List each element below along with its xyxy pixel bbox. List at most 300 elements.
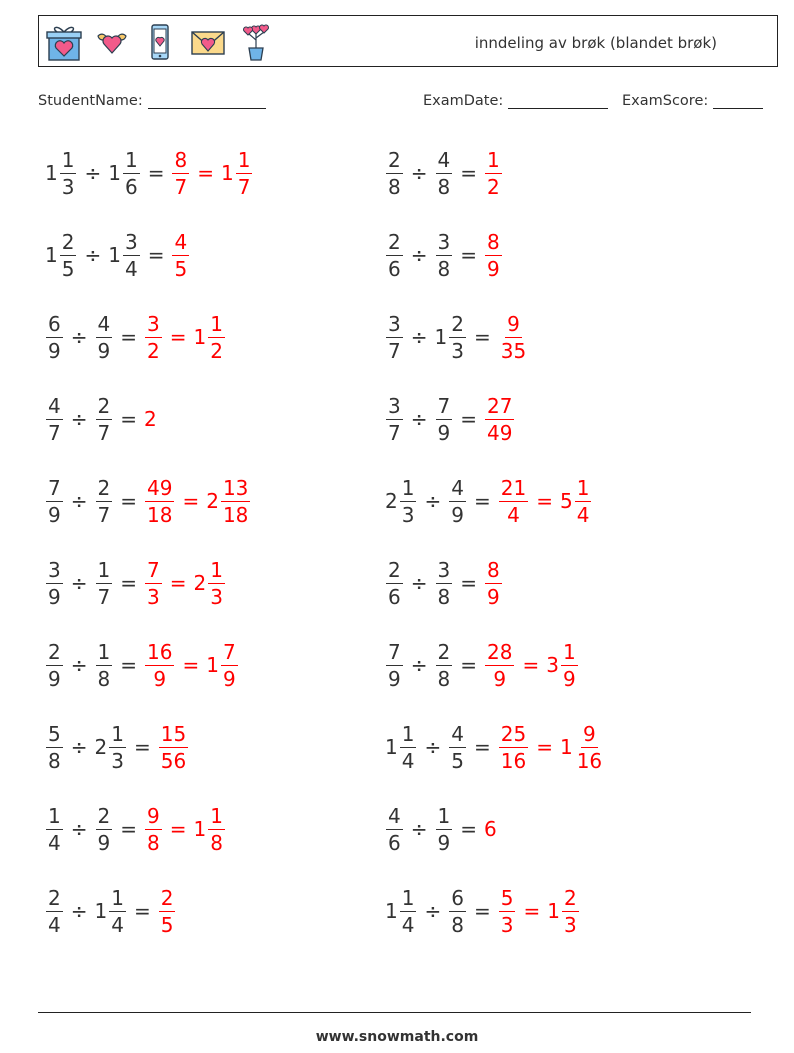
fraction <box>208 311 225 363</box>
denominator: 9 <box>48 502 61 527</box>
numerator: 2 <box>48 885 61 910</box>
problem-row <box>45 471 251 531</box>
numerator: 4 <box>437 147 451 172</box>
fraction <box>400 475 417 527</box>
mixed-number <box>45 721 64 773</box>
numerator: 25 <box>500 721 527 746</box>
denominator: 3 <box>563 912 577 937</box>
whole-part: 1 <box>434 325 448 349</box>
denominator: 5 <box>61 256 75 281</box>
mixed-number <box>95 803 114 855</box>
mixed-number <box>435 557 454 609</box>
problem-row <box>385 143 503 203</box>
denominator: 9 <box>437 420 451 445</box>
numerator: 8 <box>487 229 500 254</box>
mixed-number <box>435 393 454 445</box>
problem-row <box>45 143 253 203</box>
denominator: 35 <box>500 338 527 363</box>
exam-date-line[interactable] <box>508 93 608 109</box>
denominator: 16 <box>500 748 527 773</box>
denominator: 9 <box>48 338 61 363</box>
mixed-number <box>95 475 114 527</box>
fraction <box>172 229 189 281</box>
numerator: 1 <box>237 147 251 172</box>
equals-sign: = <box>120 489 137 513</box>
denominator: 9 <box>97 338 111 363</box>
divide-sign: ÷ <box>70 571 88 595</box>
fraction <box>485 229 502 281</box>
mixed-number <box>385 147 404 199</box>
numerator: 6 <box>48 311 61 336</box>
numerator: 6 <box>451 885 464 910</box>
whole-part: 2 <box>385 489 398 513</box>
whole-part: 1 <box>385 735 398 759</box>
denominator: 4 <box>48 912 61 937</box>
answer <box>171 147 190 199</box>
fraction <box>575 475 592 527</box>
whole-part: 1 <box>94 899 108 923</box>
numerator: 2 <box>97 393 111 418</box>
numerator: 1 <box>48 803 61 828</box>
denominator: 4 <box>401 912 415 937</box>
fraction <box>123 229 140 281</box>
mixed-number <box>45 803 64 855</box>
fraction <box>145 557 162 609</box>
fraction <box>46 475 63 527</box>
fraction <box>96 803 113 855</box>
numerator: 2 <box>97 475 111 500</box>
denominator: 9 <box>493 666 507 691</box>
whole-part: 2 <box>206 489 219 513</box>
heart-plant-icon <box>237 22 275 62</box>
divide-sign: ÷ <box>70 325 88 349</box>
divide-sign: ÷ <box>70 407 88 431</box>
numerator: 3 <box>124 229 138 254</box>
fraction <box>436 393 453 445</box>
denominator: 8 <box>437 174 451 199</box>
mixed-number <box>45 639 64 691</box>
student-name-field[interactable] <box>38 93 266 109</box>
numerator: 2 <box>437 639 451 664</box>
exam-score-label: ExamScore: <box>622 93 709 109</box>
numerator: 7 <box>222 639 236 664</box>
divide-sign: ÷ <box>424 899 442 923</box>
equals-sign: = <box>120 571 137 595</box>
denominator: 3 <box>401 502 415 527</box>
problem-row <box>45 307 226 367</box>
answer <box>559 475 592 527</box>
divide-sign: ÷ <box>84 161 102 185</box>
divide-sign: ÷ <box>70 489 88 513</box>
exam-score-line[interactable] <box>713 93 763 109</box>
mixed-number <box>95 557 114 609</box>
fraction <box>575 721 604 773</box>
denominator: 3 <box>210 584 223 609</box>
answer <box>484 817 498 841</box>
answer <box>206 639 238 691</box>
mixed-number <box>448 885 467 937</box>
mixed-number <box>94 721 127 773</box>
mixed-number <box>385 475 417 527</box>
fraction <box>499 311 528 363</box>
numerator: 4 <box>97 311 111 336</box>
fraction <box>386 229 403 281</box>
problem-row <box>385 881 580 941</box>
fraction <box>449 885 466 937</box>
denominator: 8 <box>97 666 111 691</box>
mixed-number <box>45 557 64 609</box>
fraction <box>436 147 453 199</box>
fraction <box>436 639 453 691</box>
denominator: 7 <box>388 338 401 363</box>
equals-sign: = <box>133 899 151 923</box>
problem-row <box>45 717 189 777</box>
numerator: 28 <box>487 639 513 664</box>
problem-row <box>45 389 158 449</box>
worksheet-header <box>38 15 778 67</box>
fraction <box>208 803 225 855</box>
mixed-number <box>45 393 64 445</box>
denominator: 4 <box>401 748 415 773</box>
whole-part: 5 <box>559 489 573 513</box>
equals-sign: = <box>460 817 477 841</box>
equals-sign: = <box>182 489 200 513</box>
mixed-number <box>385 557 404 609</box>
fraction <box>436 803 453 855</box>
whole-part: 2 <box>144 407 157 431</box>
equals-sign: = <box>473 325 491 349</box>
denominator: 4 <box>576 502 590 527</box>
student-info-row <box>38 93 770 115</box>
denominator: 8 <box>388 174 401 199</box>
mixed-number <box>448 721 467 773</box>
denominator: 9 <box>487 256 500 281</box>
problem-row <box>385 799 498 859</box>
numerator: 1 <box>210 803 223 828</box>
mixed-number <box>435 147 454 199</box>
answer <box>498 885 517 937</box>
denominator: 9 <box>97 830 111 855</box>
numerator: 7 <box>437 393 451 418</box>
mixed-number <box>45 147 77 199</box>
equals-sign: = <box>536 735 553 759</box>
mixed-number <box>385 311 404 363</box>
fraction <box>221 475 250 527</box>
equals-sign: = <box>460 243 477 267</box>
denominator: 5 <box>174 256 188 281</box>
answer <box>193 803 226 855</box>
divide-sign: ÷ <box>70 653 88 677</box>
numerator: 3 <box>147 311 160 336</box>
numerator: 1 <box>61 147 75 172</box>
problem-row <box>45 635 239 695</box>
denominator: 49 <box>487 420 513 445</box>
problem-row <box>45 225 190 285</box>
denominator: 7 <box>237 174 251 199</box>
numerator: 16 <box>147 639 173 664</box>
answer <box>193 311 226 363</box>
equals-sign: = <box>169 325 187 349</box>
denominator: 7 <box>174 174 188 199</box>
numerator: 2 <box>451 311 464 336</box>
fraction <box>60 147 77 199</box>
answer <box>498 475 529 527</box>
equals-sign: = <box>169 817 187 841</box>
answer <box>206 475 251 527</box>
fraction <box>562 885 579 937</box>
mixed-number <box>385 885 417 937</box>
denominator: 5 <box>160 912 174 937</box>
numerator: 4 <box>48 393 61 418</box>
numerator: 1 <box>124 147 138 172</box>
fraction <box>400 885 417 937</box>
denominator: 9 <box>437 830 451 855</box>
fraction <box>386 311 403 363</box>
denominator: 3 <box>111 748 124 773</box>
denominator: 8 <box>451 912 464 937</box>
divide-sign: ÷ <box>70 899 88 923</box>
fraction <box>159 721 188 773</box>
whole-part: 2 <box>94 735 108 759</box>
equals-sign: = <box>147 161 165 185</box>
answer <box>484 557 503 609</box>
exam-date-field[interactable] <box>423 93 608 109</box>
answer <box>498 721 529 773</box>
answer <box>144 407 158 431</box>
denominator: 8 <box>437 584 451 609</box>
equals-sign: = <box>120 407 137 431</box>
denominator: 4 <box>48 830 61 855</box>
denominator: 7 <box>48 420 61 445</box>
numerator: 1 <box>401 885 415 910</box>
footer-divider <box>38 1012 751 1013</box>
fraction <box>485 393 514 445</box>
numerator: 4 <box>451 721 464 746</box>
mixed-number <box>385 639 404 691</box>
answer <box>158 885 177 937</box>
numerator: 1 <box>487 147 500 172</box>
divide-sign: ÷ <box>424 735 442 759</box>
student-name-line[interactable] <box>148 93 266 109</box>
denominator: 3 <box>147 584 160 609</box>
denominator: 8 <box>437 256 451 281</box>
fraction <box>221 639 238 691</box>
fraction <box>159 885 176 937</box>
fraction <box>436 229 453 281</box>
answer <box>144 557 163 609</box>
mixed-number <box>385 393 404 445</box>
numerator: 49 <box>147 475 173 500</box>
numerator: 2 <box>97 803 111 828</box>
denominator: 4 <box>111 912 124 937</box>
problem-row <box>45 881 176 941</box>
numerator: 1 <box>401 721 415 746</box>
answer <box>144 475 175 527</box>
mixed-number <box>95 311 114 363</box>
numerator: 13 <box>222 475 249 500</box>
gift-heart-icon <box>45 22 83 62</box>
fraction <box>60 229 77 281</box>
mixed-number <box>435 639 454 691</box>
fraction <box>46 803 63 855</box>
divide-sign: ÷ <box>410 243 428 267</box>
numerator: 1 <box>111 885 124 910</box>
numerator: 2 <box>388 229 401 254</box>
fraction <box>145 639 174 691</box>
fraction <box>499 721 528 773</box>
fraction <box>485 639 514 691</box>
numerator: 9 <box>507 311 520 336</box>
fraction <box>96 311 113 363</box>
numerator: 2 <box>160 885 174 910</box>
numerator: 21 <box>500 475 527 500</box>
fraction <box>449 311 466 363</box>
fraction <box>46 311 63 363</box>
denominator: 2 <box>147 338 160 363</box>
answer <box>546 639 578 691</box>
mixed-number <box>95 639 114 691</box>
mixed-number <box>94 885 127 937</box>
denominator: 16 <box>576 748 603 773</box>
fraction <box>386 557 403 609</box>
denominator: 9 <box>562 666 576 691</box>
equals-sign: = <box>460 407 477 431</box>
fraction <box>145 803 162 855</box>
exam-date-label: ExamDate: <box>423 93 504 109</box>
numerator: 5 <box>48 721 61 746</box>
fraction <box>96 393 113 445</box>
denominator: 56 <box>160 748 187 773</box>
denominator: 6 <box>388 830 401 855</box>
whole-part: 1 <box>385 899 398 923</box>
answer <box>193 557 226 609</box>
fraction <box>46 557 63 609</box>
worksheet-title: inndeling av brøk (blandet brøk) <box>474 34 717 52</box>
answer <box>547 885 579 937</box>
whole-part: 2 <box>193 571 207 595</box>
numerator: 9 <box>583 721 596 746</box>
numerator: 1 <box>437 803 451 828</box>
numerator: 4 <box>388 803 401 828</box>
denominator: 7 <box>97 420 111 445</box>
whole-part: 1 <box>45 161 58 185</box>
answer <box>144 803 163 855</box>
answer <box>144 639 175 691</box>
denominator: 6 <box>388 584 401 609</box>
fraction <box>109 721 126 773</box>
numerator: 1 <box>401 475 415 500</box>
numerator: 1 <box>97 557 111 582</box>
whole-part: 1 <box>547 899 560 923</box>
denominator: 3 <box>500 912 514 937</box>
numerator: 3 <box>388 311 401 336</box>
whole-part: 6 <box>484 817 497 841</box>
fraction <box>499 475 528 527</box>
divide-sign: ÷ <box>410 161 428 185</box>
numerator: 2 <box>388 147 401 172</box>
denominator: 4 <box>507 502 520 527</box>
fraction <box>236 147 253 199</box>
problem-row <box>385 635 579 695</box>
fraction <box>499 885 516 937</box>
fraction <box>96 475 113 527</box>
numerator: 7 <box>388 639 401 664</box>
numerator: 2 <box>563 885 577 910</box>
mixed-number <box>448 475 467 527</box>
exam-score-field[interactable] <box>622 93 763 109</box>
equals-sign: = <box>120 653 137 677</box>
whole-part: 3 <box>546 653 559 677</box>
equals-sign: = <box>473 489 491 513</box>
fraction <box>386 147 403 199</box>
mixed-number <box>45 229 77 281</box>
fraction <box>386 393 403 445</box>
phone-heart-icon <box>141 22 179 62</box>
denominator: 6 <box>124 174 138 199</box>
answer <box>220 147 253 199</box>
equals-sign: = <box>523 899 541 923</box>
divide-sign: ÷ <box>84 243 102 267</box>
denominator: 3 <box>61 174 75 199</box>
denominator: 4 <box>124 256 138 281</box>
fraction <box>46 639 63 691</box>
denominator: 18 <box>147 502 173 527</box>
answer <box>484 393 515 445</box>
numerator: 5 <box>500 885 514 910</box>
equals-sign: = <box>460 161 477 185</box>
answer <box>171 229 190 281</box>
denominator: 3 <box>451 338 464 363</box>
mixed-number <box>45 311 64 363</box>
fraction <box>145 311 162 363</box>
winged-heart-icon <box>93 22 131 62</box>
whole-part: 1 <box>193 817 207 841</box>
mixed-number <box>385 229 404 281</box>
divide-sign: ÷ <box>70 735 88 759</box>
numerator: 1 <box>210 557 223 582</box>
equals-sign: = <box>147 243 165 267</box>
denominator: 8 <box>48 748 61 773</box>
fraction <box>485 557 502 609</box>
mixed-number <box>385 721 417 773</box>
fraction <box>208 557 225 609</box>
equals-sign: = <box>473 899 491 923</box>
whole-part: 1 <box>206 653 219 677</box>
denominator: 6 <box>388 256 401 281</box>
answer <box>484 639 515 691</box>
problem-row <box>385 471 592 531</box>
mixed-number <box>434 311 467 363</box>
numerator: 1 <box>562 639 576 664</box>
problem-row <box>45 553 226 613</box>
numerator: 8 <box>174 147 188 172</box>
numerator: 3 <box>388 393 401 418</box>
numerator: 7 <box>48 475 61 500</box>
denominator: 9 <box>487 584 500 609</box>
numerator: 3 <box>48 557 61 582</box>
mixed-number <box>108 229 140 281</box>
fraction <box>96 557 113 609</box>
numerator: 2 <box>388 557 401 582</box>
fraction <box>172 147 189 199</box>
denominator: 5 <box>451 748 464 773</box>
divide-sign: ÷ <box>410 817 428 841</box>
mixed-number <box>95 393 114 445</box>
equals-sign: = <box>182 653 200 677</box>
answer <box>144 311 163 363</box>
problem-row <box>385 553 503 613</box>
mixed-number <box>108 147 140 199</box>
